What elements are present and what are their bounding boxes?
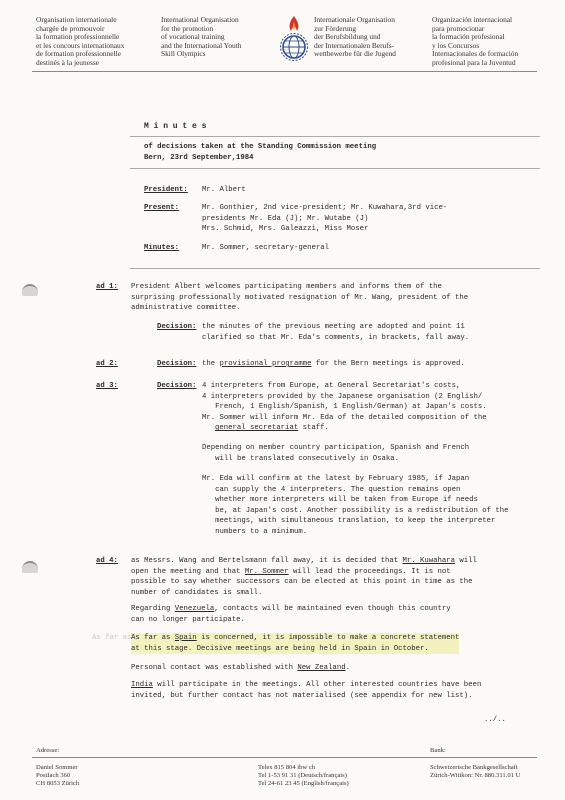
letterhead-line: chargée de promouvoir (36, 23, 105, 33)
ad3-line: will be translated consecutively in Osaka. (202, 454, 400, 463)
ad1-line: administrative committee. (131, 304, 241, 313)
address-line: CH 8053 Zürich (36, 780, 80, 787)
ad1-line: President Albert welcomes participating members and informs them of the (131, 283, 442, 291)
ad3-paragraph-3 (202, 474, 509, 538)
text-segment: is concerned, it is impossible to make a concrete statement (196, 634, 460, 642)
text-segment: for the Bern meetings is approved. (311, 360, 465, 368)
india-link: India (131, 681, 153, 689)
ad4-paragraph-3 (131, 633, 459, 654)
globe-flame-emblem-icon (279, 14, 309, 62)
ad1-line: surprising professionally motivated resignation of Mr. Wang, president of the (131, 293, 469, 302)
ad2-label: ad 2: (96, 360, 118, 368)
ad4-paragraph-1 (131, 556, 477, 598)
bank-block (430, 764, 520, 780)
bank-line: Zürich-Witikon: Nr. 880.311.01 U (430, 772, 521, 779)
ad3-line: numbers to a minimum. (202, 527, 308, 536)
faded-margin-note: As far as (92, 634, 132, 642)
footer-divider (32, 757, 537, 758)
ad3-label: ad 3: (96, 382, 118, 390)
ad3-line: 4 interpreters from Europe, at General Secretariat's costs, (202, 382, 461, 390)
letterhead-line: la formación profesional (432, 32, 505, 42)
text-segment: open the meeting and that (131, 567, 245, 576)
letterhead-line: der Internationalen Berufs- (314, 40, 395, 50)
general-secretariat-link: general secretariat (215, 424, 299, 433)
page-title: M i n u t e s (144, 122, 207, 131)
title-divider (130, 168, 540, 169)
letterhead-line: zur Förderung (314, 23, 357, 33)
telex-line: Tel 1-53 91 31 (Deutsch/français) (258, 772, 347, 779)
ad3-line: can supply the 4 interpreters. The question remains open (202, 485, 461, 494)
address-line: Postfach 360 (36, 772, 71, 779)
letterhead-line: wettbewerbe für die Jugend (314, 49, 396, 59)
new-zealand-link: New Zealand (297, 664, 346, 672)
ad1-decision-line: the minutes of the previous meeting are adopted and point 11 (202, 323, 465, 331)
letterhead-line: et les concours internationaux (36, 40, 125, 50)
text-segment: will participate in the meetings. All other interested countries have been (152, 681, 482, 689)
ad4-paragraph-2 (131, 604, 451, 625)
title-divider (130, 136, 540, 137)
ad4-label: ad 4: (96, 557, 118, 565)
ad3-line: meetings, with simultaneous translation, to keep the interpreter (202, 517, 496, 526)
bank-label: Bank: (430, 747, 446, 754)
punch-hole-icon (22, 284, 38, 296)
ad4-paragraph-4 (131, 663, 350, 674)
text-segment: , contacts will be maintained even though this country (214, 605, 451, 613)
text-segment: will (455, 557, 477, 565)
section-divider (130, 268, 540, 269)
text-segment: as Messrs. Wang and Bertelsmann fall away, it is decided that (131, 557, 403, 565)
text-segment: Regarding (131, 605, 175, 613)
address-label: Adresse: (36, 747, 60, 754)
ad4-line: invited, but further contact has not materialised (see appendix for new list). (131, 691, 473, 700)
telex-line: Telex 815 804 ibw ch (258, 764, 316, 771)
letterhead-line: la formation professionnelle (36, 32, 120, 42)
ad4-paragraph-5 (131, 680, 481, 701)
letterhead-spanish (432, 16, 518, 68)
letterhead-line: and the International Youth (161, 40, 242, 50)
text-segment: As far as (131, 634, 175, 642)
president-label: President: (144, 186, 188, 194)
letterhead-line: Organización internacional (432, 15, 513, 24)
ad4-line: number of candidates is small. (131, 588, 263, 597)
bank-line: Schweizerische Bankgesellschaft (430, 764, 518, 771)
letterhead-english (161, 16, 241, 59)
letterhead-divider (32, 71, 537, 72)
ad3-line: Mr. Sommer will inform Mr. Eda of the detailed composition of the (202, 413, 487, 422)
ad1-decision-text (202, 322, 469, 343)
letterhead-french (36, 16, 124, 68)
continued-marker: ../.. (484, 716, 506, 724)
ad3-line: Depending on member country participation, Spanish and French (202, 444, 470, 452)
present-line: presidents Mr. Eda (J); Mr. Wutabe (J) (202, 214, 369, 223)
venezuela-link: Venezuela (174, 605, 215, 613)
text-segment: . (345, 664, 350, 672)
letterhead-line: para promocionar (432, 23, 485, 33)
present-list (202, 203, 447, 235)
ad3-paragraph-2 (202, 443, 469, 464)
letterhead-line: of vocational training (161, 32, 225, 42)
address-line: Daniel Sommer (36, 764, 78, 771)
kuwahara-link: Mr. Kuwahara (402, 557, 456, 565)
ad4-line: at this stage. Decisive meetings are being held in Spain in October. (131, 644, 429, 653)
text-segment: the (202, 360, 220, 368)
ad3-decision-label: Decision: (157, 382, 197, 390)
present-label: Present: (144, 204, 180, 212)
ad1-decision-label: Decision: (157, 323, 197, 331)
text-segment: Personal contact was established with (131, 664, 298, 672)
letterhead-line: Organisation internationale (36, 15, 117, 24)
letterhead-line: de formation professionnelle (36, 49, 121, 59)
ad3-line: French, 1 English/Spanish, 1 English/German) at Japan's costs. (202, 403, 487, 412)
ad3-line: Mr. Eda will confirm at the latest by February 1985, if Japan (202, 475, 470, 483)
letterhead-line: Internationale Organisation (314, 15, 395, 24)
ad3-line: 4 interpreters provided by the Japanese organisation (2 English/ (202, 392, 483, 401)
minutes-value: Mr. Sommer, secretary-general (202, 244, 329, 252)
present-line: Mr. Gonthier, 2nd vice-president; Mr. Kuwahara,3rd vice- (202, 204, 448, 212)
letterhead-line: for the promotion (161, 23, 214, 33)
letterhead-line: der Berufsbildung und (314, 32, 381, 42)
ad2-decision-text (202, 359, 465, 370)
ad1-text (131, 282, 468, 314)
text-segment: staff. (298, 424, 329, 433)
ad3-line: whether more interpreters will be taken from Europe if needs (202, 496, 478, 505)
letterhead-line: Skill Olympics (161, 49, 206, 59)
punch-hole-icon (22, 561, 38, 573)
letterhead-line: Internacionales de formación (432, 49, 519, 59)
telex-line: Tel 24-61 23 45 (English/français) (258, 780, 349, 787)
text-segment: will lead the proceedings. It is not (288, 567, 451, 576)
title-line-2: Bern, 23rd September,1984 (144, 154, 254, 162)
minutes-label: Minutes: (144, 244, 180, 252)
sommer-link: Mr. Sommer (244, 567, 289, 576)
spain-link: Spain (174, 634, 197, 642)
telex-block (258, 764, 349, 788)
title-line-1: of decisions taken at the Standing Commission meeting (144, 143, 377, 151)
ad3-line: be, at Japan's cost. Another possibility is a redistribution of the (202, 506, 509, 515)
ad4-line: can no longer participate. (131, 615, 245, 624)
letterhead-line: profesional para la Juventud (432, 57, 516, 67)
president-value: Mr. Albert (202, 186, 246, 194)
letterhead-line: destinés à la jeunesse (36, 57, 100, 67)
letterhead-line: International Organisation (161, 15, 239, 24)
ad3-decision-text (202, 381, 487, 434)
letterhead-german (314, 16, 396, 59)
address-block (36, 764, 79, 788)
ad4-line: possible to say whether successors can be elected at this point in time as the (131, 578, 473, 587)
ad2-decision-label: Decision: (157, 360, 197, 368)
ad1-label: ad 1: (96, 283, 118, 291)
provisional-programme-link: provisional programme (219, 360, 312, 368)
present-line: Mrs. Schmid, Mrs. Galeazzi, Miss Moser (202, 225, 369, 234)
letterhead-line: y los Concursos (432, 40, 480, 50)
ad1-decision-line: clarified so that Mr. Eda's comments, in brackets, fall away. (202, 333, 470, 342)
